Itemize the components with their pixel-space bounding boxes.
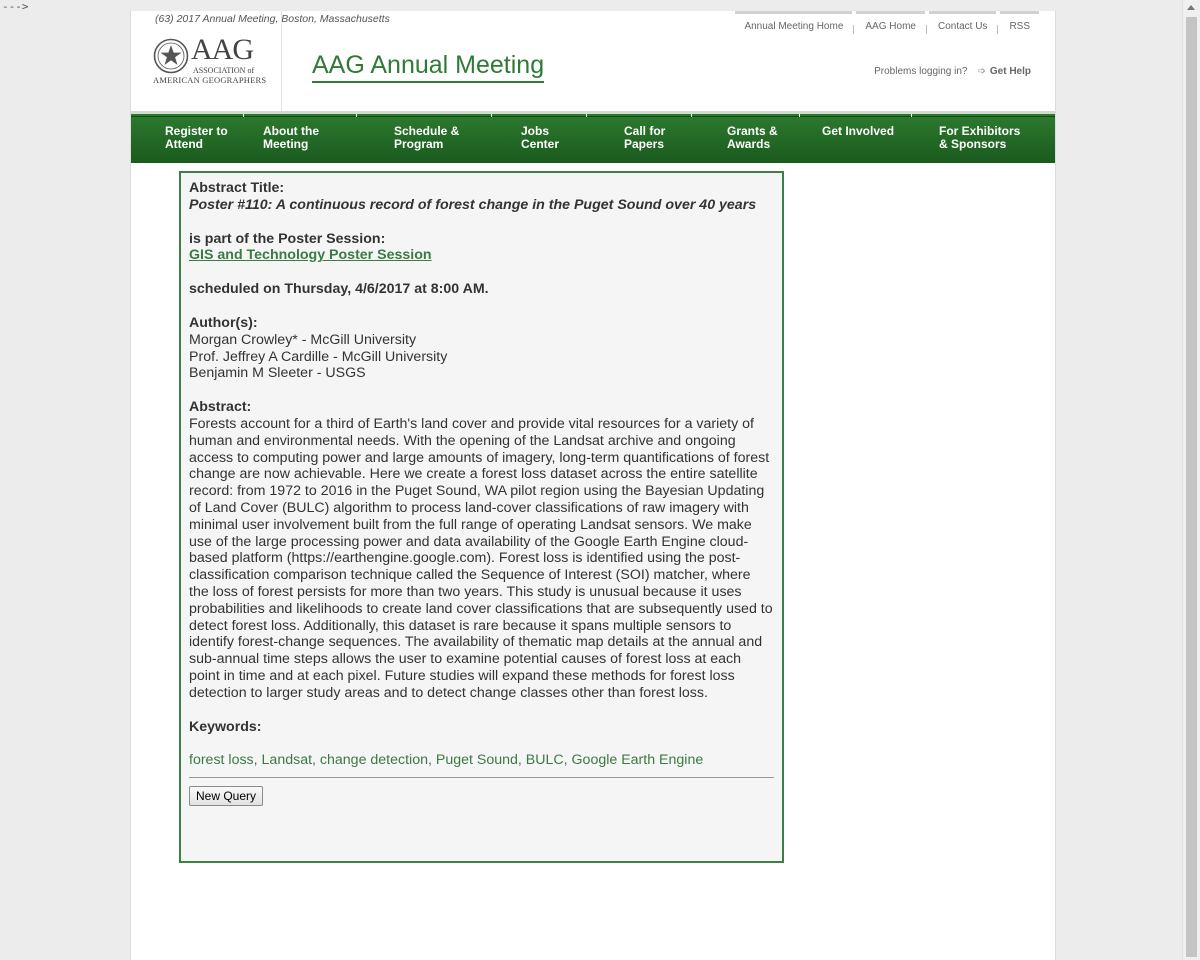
nav-grants-awards[interactable] xyxy=(727,125,778,151)
scheduled-info: scheduled on Thursday, 4/6/2017 at 8:00 AM. xyxy=(189,281,489,298)
top-link-contact-us[interactable]: Contact Us xyxy=(929,11,996,39)
nav-label-line1: For Exhibitors xyxy=(939,124,1021,138)
nav-for-exhibitors-sponsors[interactable] xyxy=(939,125,1020,151)
nav-separator xyxy=(799,114,800,117)
top-link-annual-meeting-home[interactable]: Annual Meeting Home xyxy=(735,11,852,39)
nav-schedule-program[interactable] xyxy=(394,125,459,151)
nav-label-line2: Program xyxy=(394,137,444,151)
nav-label-line2: Attend xyxy=(165,137,203,151)
aag-seal-icon xyxy=(153,38,189,74)
nav-label-line1: Register to xyxy=(165,124,228,138)
nav-label-line1: Jobs xyxy=(521,124,550,138)
nav-about-the-meeting[interactable] xyxy=(263,125,319,151)
poster-session-link[interactable]: GIS and Technology Poster Session xyxy=(189,247,432,264)
nav-separator xyxy=(491,114,492,117)
scrollbar-thumb[interactable] xyxy=(1186,17,1197,957)
nav-get-involved[interactable] xyxy=(822,125,894,138)
new-query-button[interactable]: New Query xyxy=(189,786,263,806)
logo-text: AAG xyxy=(191,33,253,66)
logo-subtitle-2: AMERICAN GEOGRAPHERS xyxy=(153,75,267,85)
nav-label-line1: Get Involved xyxy=(822,124,895,138)
site-title[interactable]: AAG Annual Meeting xyxy=(312,51,544,83)
nav-separator xyxy=(691,114,692,117)
nav-separator xyxy=(356,114,357,117)
nav-label-line1: Grants & xyxy=(727,124,778,138)
keywords-label: Keywords: xyxy=(189,718,262,735)
scroll-up-arrow-icon[interactable] xyxy=(1187,5,1195,10)
abstract-label: Abstract: xyxy=(189,399,252,416)
stray-text: ---> xyxy=(2,0,29,13)
nav-separator xyxy=(586,114,587,117)
abstract-text: Forests account for a third of Earth's land cover and provide vital resources for a variety of human and environmental needs. With the opening of the Landsat archive and ongoing access to computing power and large amounts of imagery, long-term quantifications of forest change are now achievable. Here we create a forest loss dataset across the entire satellite record: from 1972 to 2016 in the Puget Sound, WA pilot region using the Bayesian Updating of Land Cover (BULC) algorithm to process land-cover classifications of raw imagery with minimal user involvement built from the full range of operating Landsat sensors. We make use of the large processing power and data availability of the Google Earth Engine cloud-based platform (https://earthengine.google.com). Forest loss is identified using the post-classification comparison technique called the Sequence of Interest (SOI) matcher, where the loss of forest persists for more than two years. This study is unusual because it uses probabilities and likelihoods to create land cover classifications that are subsequently used to detect forest loss. Additionally, this dataset is rare because it spans multiple sensors to identify forest-change sequences. The availability of thematic map details at the annual and sub-annual time steps allows the user to examine potential causes of forest loss at each point in time and at each pixel. Future studies will expand these methods for forest loss detection to larger study areas and to detect change classes other than forest loss. xyxy=(189,415,773,701)
session-label: is part of the Poster Session: xyxy=(189,230,386,247)
nav-call-for-papers[interactable] xyxy=(624,125,665,151)
top-links xyxy=(731,11,1039,39)
nav-label-line2: & Sponsors xyxy=(939,137,1007,151)
page-container xyxy=(130,11,1056,960)
top-link-rss[interactable]: RSS xyxy=(1000,11,1039,39)
author-item: Benjamin M Sleeter - USGS xyxy=(189,365,366,382)
meeting-info: (63) 2017 Annual Meeting, Boston, Massachusetts xyxy=(155,13,390,25)
top-link-aag-home[interactable]: AAG Home xyxy=(856,11,925,39)
get-help-link[interactable]: Get Help xyxy=(989,66,1031,77)
nav-register-to-attend[interactable] xyxy=(165,125,228,151)
abstract-title: Poster #110: A continuous record of forest change in the Puget Sound over 40 years xyxy=(189,196,757,213)
nav-label-line1: Schedule & xyxy=(394,124,460,138)
author-item: Morgan Crowley* - McGill University xyxy=(189,331,417,348)
nav-label-line1: Call for xyxy=(624,124,666,138)
authors-label: Author(s): xyxy=(189,314,258,331)
nav-separator xyxy=(243,114,244,117)
main-nav xyxy=(131,111,1055,163)
vertical-scrollbar[interactable] xyxy=(1182,0,1200,960)
login-help xyxy=(874,66,1031,77)
nav-label-line2: Meeting xyxy=(263,137,309,151)
nav-label-line1: About the xyxy=(263,124,319,138)
abstract-title-label: Abstract Title: xyxy=(189,180,285,196)
arrow-right-icon: ➩ xyxy=(977,66,986,77)
nav-label-line2: Awards xyxy=(727,137,771,151)
aag-logo[interactable] xyxy=(131,11,282,111)
nav-jobs-center[interactable] xyxy=(521,125,559,151)
divider xyxy=(189,777,774,778)
keywords-list: forest loss, Landsat, change detection, Puget Sound, BULC, Google Earth Engine xyxy=(189,752,704,769)
nav-label-line2: Center xyxy=(521,137,560,151)
nav-label-line2: Papers xyxy=(624,137,665,151)
abstract-panel xyxy=(179,171,784,863)
nav-separator xyxy=(911,114,912,117)
help-prefix: Problems logging in? xyxy=(874,66,968,77)
logo-subtitle-1: ASSOCIATION of xyxy=(193,66,255,75)
author-item: Prof. Jeffrey A Cardille - McGill University xyxy=(189,348,448,365)
